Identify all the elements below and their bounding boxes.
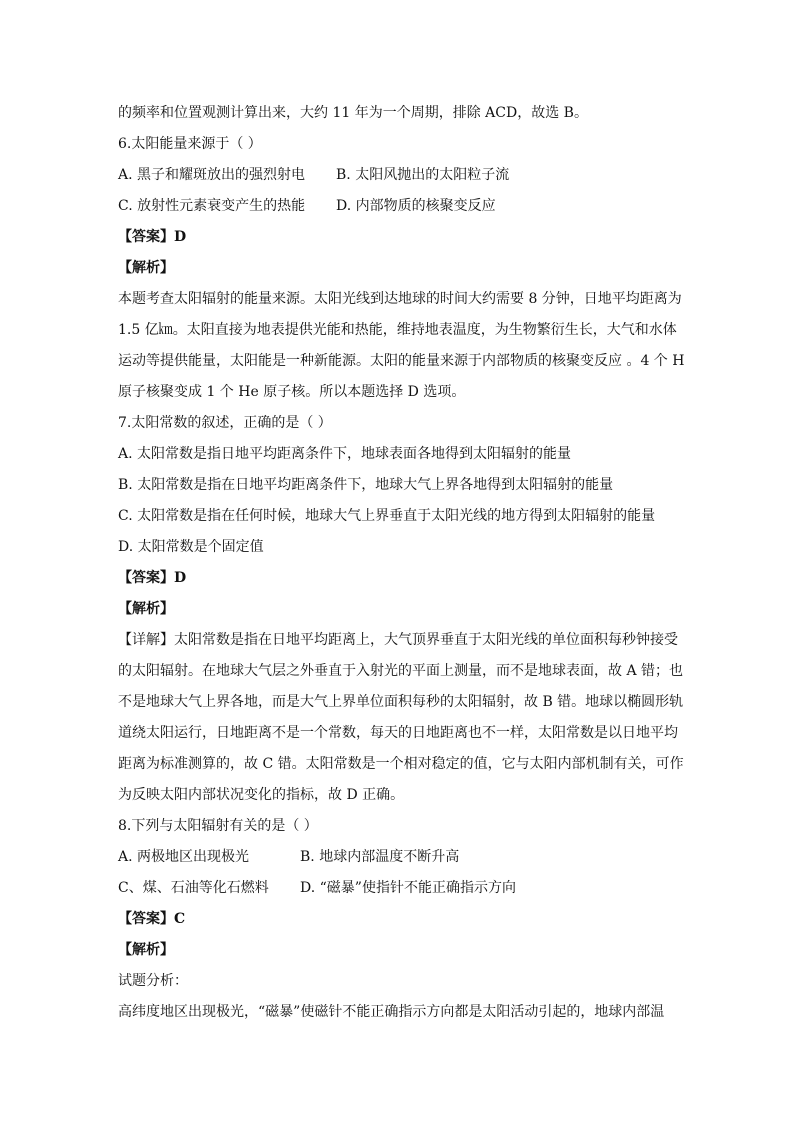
analysis-label: 【解析】 [118,601,174,617]
analysis-label: 【解析】 [118,942,174,958]
analysis-line: 道绕太阳运行，日地距离不是一个常数，每天的日地距离也不一样，太阳常数是以日地平均 [118,725,678,741]
option-b: B. 太阳常数是指在日地平均距离条件下，地球大气上界各地得到太阳辐射的能量 [118,477,614,493]
option-b: B. 太阳风抛出的太阳粒子流 [336,167,510,183]
analysis-line: 距离为标准测算的，故 C 错。太阳常数是一个相对稳定的值，它与太阳内部机制有关，可作 [118,756,684,772]
question-8-options-ab [118,844,680,875]
option-a: A. 黑子和耀斑放出的强烈射电 [118,167,306,183]
analysis-line: 高纬度地区出现极光，“磁暴”使磁针不能正确指示方向都是太阳活动引起的，地球内部温 [118,1004,665,1020]
question-8-stem: 8.下列与太阳辐射有关的是（ ） [118,818,318,834]
analysis-line: 【详解】太阳常数是指在日地平均距离上，大气顶界垂直于太阳光线的单位面积每秒钟接受 [118,632,678,648]
option-d: D. 内部物质的核聚变反应 [336,198,496,214]
answer-label: 【答案】D [118,570,187,586]
analysis-line: 为反映太阳内部状况变化的指标，故 D 正确。 [118,787,405,803]
analysis-label: 【解析】 [118,260,174,276]
option-b: B. 地球内部温度不断升高 [300,849,460,865]
text-line: 的频率和位置观测计算出来，大约 11 年为一个周期，排除 ACD，故选 B。 [118,105,588,121]
document-page [118,100,685,1030]
option-c: C. 放射性元素衰变产生的热能 [118,198,306,214]
option-d: D. 太阳常数是个固定值 [118,539,264,555]
option-d: D. “磁暴”使指针不能正确指示方向 [300,880,516,896]
option-a: A. 太阳常数是指日地平均距离条件下，地球表面各地得到太阳辐射的能量 [118,446,572,462]
option-c: C、煤、石油等化石燃料 [118,880,269,896]
question-6-options-cd [118,193,680,224]
option-a: A. 两极地区出现极光 [118,849,250,865]
analysis-line: 不是地球大气上界各地，而是大气上界单位面积每秒的太阳辐射，故 B 错。地球以椭圆形轨 [118,694,684,710]
option-c: C. 太阳常数是指在任何时候，地球大气上界垂直于太阳光线的地方得到太阳辐射的能量 [118,508,656,524]
question-7-stem: 7.太阳常数的叙述，正确的是（ ） [118,415,332,431]
analysis-line: 1.5 亿㎞。太阳直接为地表提供光能和热能，维持地表温度，为生物繁衍生长，大气和水体 [118,322,677,338]
analysis-line: 本题考查太阳辐射的能量来源。太阳光线到达地球的时间大约需要 8 分钟，日地平均距离为 [118,291,682,307]
question-6-options-ab [118,162,680,193]
answer-label: 【答案】D [118,229,187,245]
answer-label: 【答案】C [118,911,186,927]
analysis-line: 运动等提供能量，太阳能是一种新能源。太阳的能量来源于内部物质的核聚变反应 。4 个 H [118,353,685,369]
question-8-options-cd [118,875,680,906]
analysis-line: 原子核聚变成 1 个 He 原子核。所以本题选择 D 选项。 [118,384,466,400]
analysis-heading: 试题分析： [118,973,188,989]
question-6-stem: 6.太阳能量来源于（ ） [118,136,262,152]
analysis-line: 的太阳辐射。在地球大气层之外垂直于入射光的平面上测量，而不是地球表面，故 A 错；也 [118,663,684,679]
